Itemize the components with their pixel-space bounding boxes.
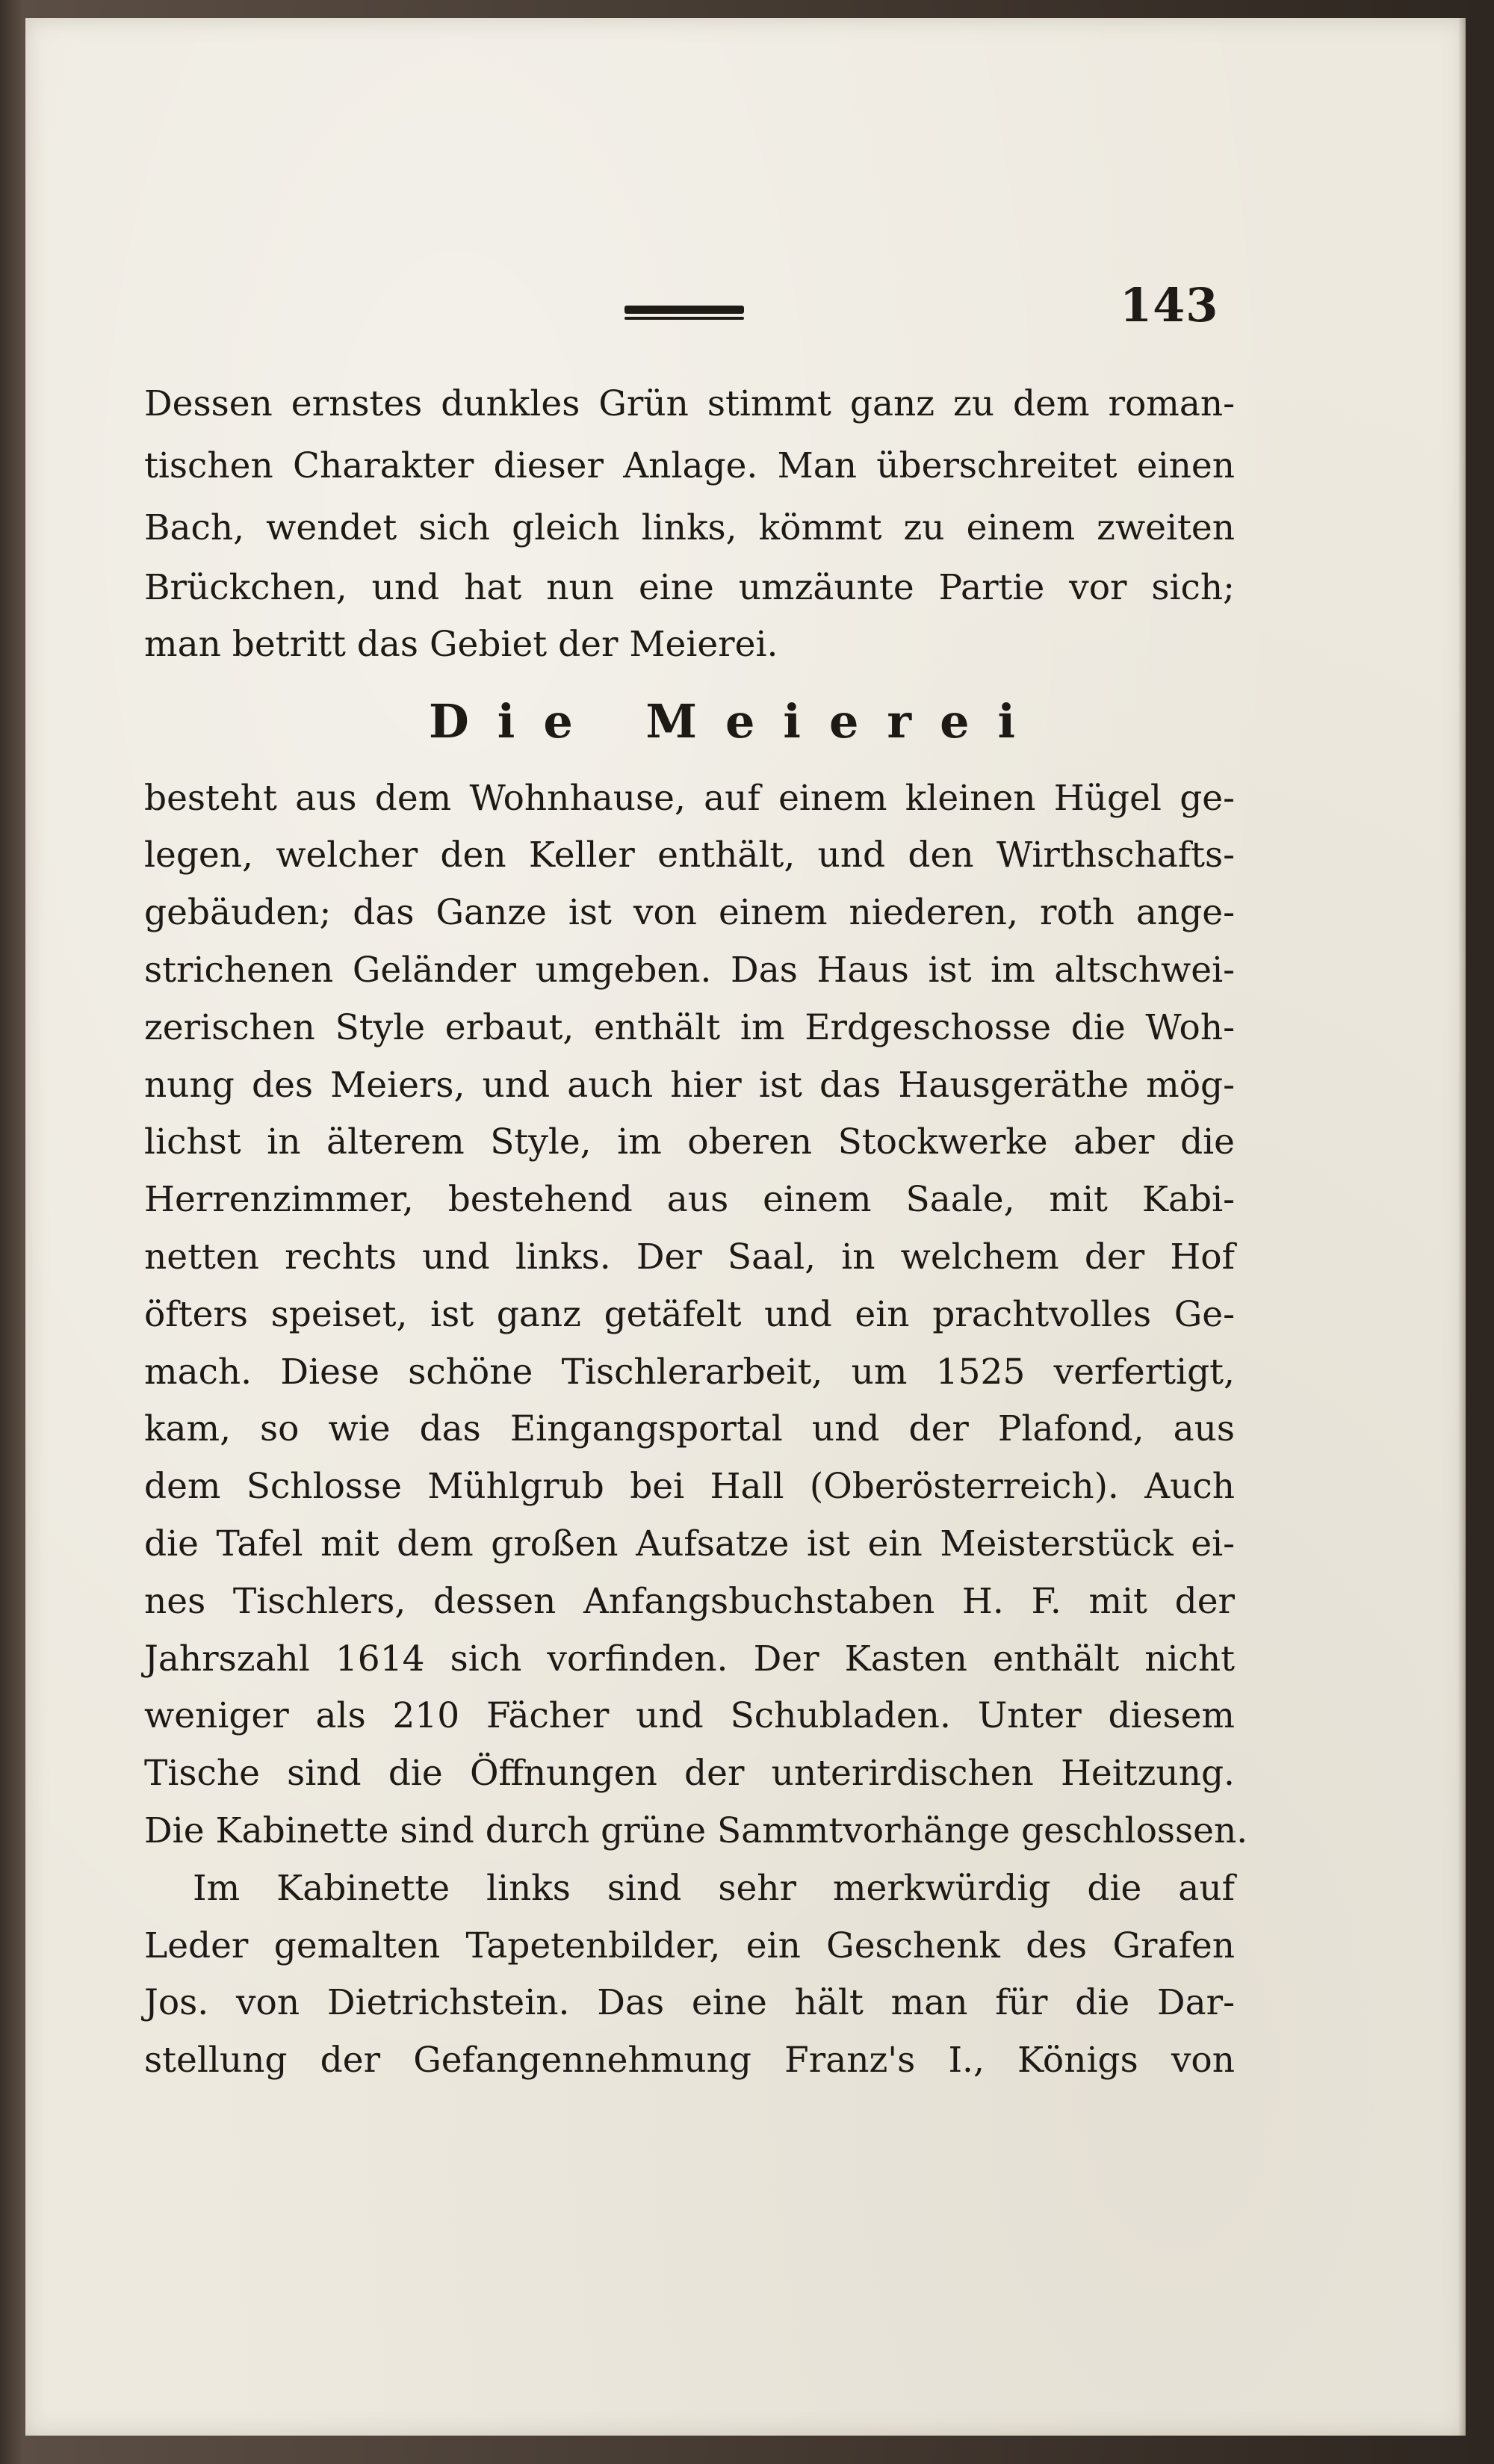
text-line: netten rechts und links. Der Saal, in welchem der Hof xyxy=(144,1236,1235,1278)
section-heading: Die Meierei xyxy=(429,694,1044,749)
text-line: dem Schlosse Mühlgrub bei Hall (Oberösterreich). Auch xyxy=(144,1466,1235,1507)
text-line: die Tafel mit dem großen Aufsatze ist ein Meisterstück ei- xyxy=(144,1523,1235,1564)
text-line: lichst in älterem Style, im oberen Stockwerke aber die xyxy=(144,1121,1235,1163)
text-line: Bach, wendet sich gleich links, kömmt zu einem zweiten xyxy=(144,507,1235,548)
text-line: Jos. von Dietrichstein. Das eine hält man für die Dar- xyxy=(144,1982,1235,2023)
header-rule-ornament xyxy=(624,306,744,322)
text-line: legen, welcher den Keller enthält, und den Wirthschafts- xyxy=(144,835,1235,876)
text-line: besteht aus dem Wohnhause, auf einem kleinen Hügel ge- xyxy=(144,778,1235,819)
text-line: Leder gemalten Tapetenbilder, ein Geschenk des Grafen xyxy=(144,1925,1235,1966)
text-line-indented: Im Kabinette links sind sehr merkwürdig die auf xyxy=(193,1868,1235,1909)
book-page xyxy=(25,18,1466,2436)
text-line: Die Kabinette sind durch grüne Sammtvorhänge geschlossen. xyxy=(144,1810,1248,1851)
page-edge-shadow xyxy=(1458,18,1466,2436)
text-line: weniger als 210 Fächer und Schubladen. Unter diesem xyxy=(144,1695,1235,1736)
text-line: Tische sind die Öffnungen der unterirdischen Heitzung. xyxy=(144,1753,1235,1794)
text-line: gebäuden; das Ganze ist von einem niederen, roth ange- xyxy=(144,892,1235,933)
page-number: 143 xyxy=(1120,278,1219,332)
text-line: nung des Meiers, und auch hier ist das Hausgeräthe mög- xyxy=(144,1065,1235,1106)
text-line: tischen Charakter dieser Anlage. Man überschreitet einen xyxy=(144,445,1235,486)
text-line: zerischen Style erbaut, enthält im Erdgeschosse die Woh- xyxy=(144,1007,1235,1048)
header-rule-thin xyxy=(624,317,744,320)
text-line: strichenen Geländer umgeben. Das Haus ist im altschwei- xyxy=(144,950,1235,991)
text-line: Brückchen, und hat nun eine umzäunte Partie vor sich; xyxy=(144,567,1235,608)
text-line: mach. Diese schöne Tischlerarbeit, um 1525 verfertigt, xyxy=(144,1352,1235,1393)
text-line: kam, so wie das Eingangsportal und der Plafond, aus xyxy=(144,1408,1235,1449)
text-line: öfters speiset, ist ganz getäfelt und ein prachtvolles Ge- xyxy=(144,1294,1235,1335)
text-line: stellung der Gefangennehmung Franz's I., Königs von xyxy=(144,2040,1235,2081)
text-line: nes Tischlers, dessen Anfangsbuchstaben H. F. mit der xyxy=(144,1581,1235,1622)
text-line: man betritt das Gebiet der Meierei. xyxy=(144,624,778,665)
text-line: Dessen ernstes dunkles Grün stimmt ganz zu dem roman- xyxy=(144,383,1235,424)
header-rule-thick xyxy=(624,306,744,314)
text-line: Jahrszahl 1614 sich vorfinden. Der Kasten enthält nicht xyxy=(144,1638,1235,1680)
text-line: Herrenzimmer, bestehend aus einem Saale, mit Kabi- xyxy=(144,1179,1235,1220)
